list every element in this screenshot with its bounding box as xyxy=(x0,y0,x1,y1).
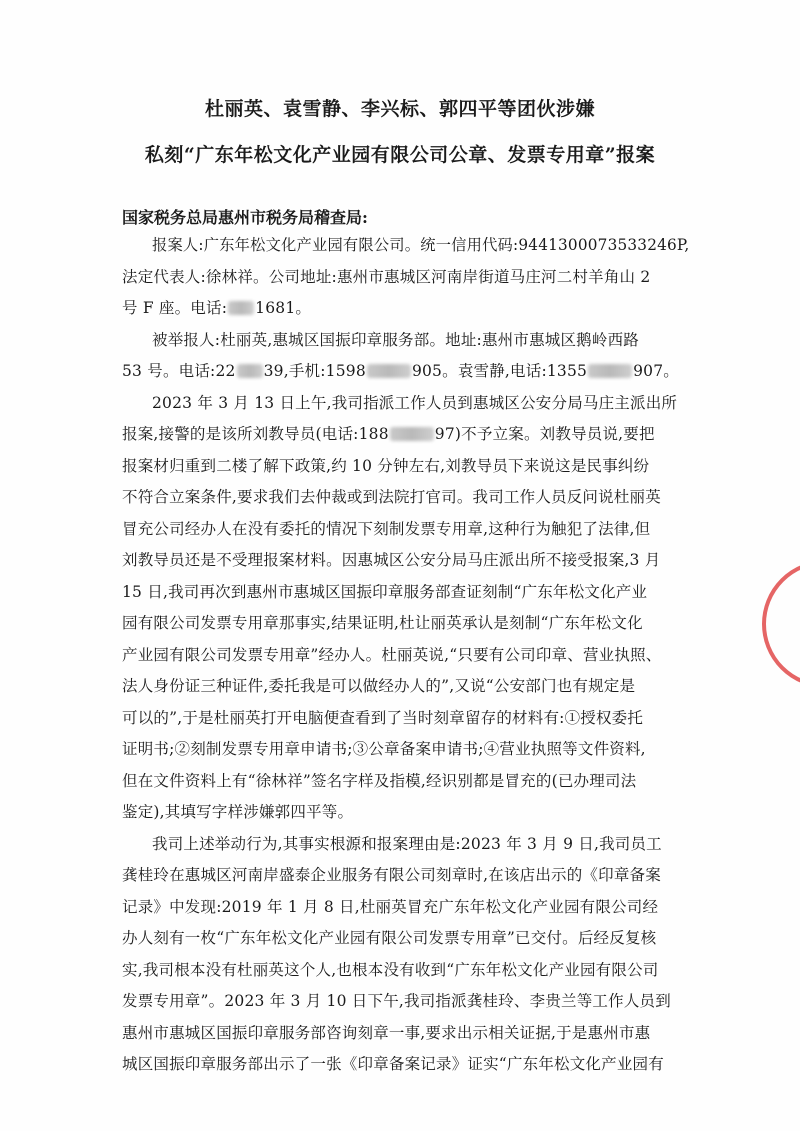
body-line xyxy=(122,739,646,759)
text-segment: 办人刻有一枚“广东年松文化产业园有限公司发票专用章”已交付。后经反复核 xyxy=(122,929,657,947)
text-segment: 被举报人:杜丽英,惠城区国振印章服务部。地址:惠州市惠城区鹅岭西路 xyxy=(152,331,639,349)
text-segment: 实,我司根本没有杜丽英这个人,也根本没有收到“广东年松文化产业园有限公司 xyxy=(122,961,659,979)
body-line xyxy=(122,708,643,728)
body-line xyxy=(122,582,647,602)
text-segment: 97)不予立案。刘教导员说,要把 xyxy=(434,425,655,443)
body-line xyxy=(122,960,658,980)
body-line xyxy=(122,865,661,885)
body-line xyxy=(152,834,662,854)
text-segment: 905。袁雪静,电话:1355 xyxy=(411,362,588,380)
body-line xyxy=(122,771,636,791)
body-line xyxy=(122,613,643,633)
text-segment: 法人身份证三种证件,委托我是可以做经办人的”,又说“公安部门也有规定是 xyxy=(122,677,636,695)
body-line xyxy=(122,676,635,696)
redacted-phone xyxy=(367,364,411,378)
redacted-phone xyxy=(237,364,263,378)
body-line xyxy=(152,235,689,255)
document-title-line-2: 私刻“广东年松文化产业园有限公司公章、发票专用章”报案 xyxy=(144,144,656,166)
text-segment: 记录》中发现:2019 年 1 月 8 日,杜丽英冒充广东年松文化产业园有限公司经 xyxy=(122,898,659,916)
body-line xyxy=(122,456,649,476)
text-segment: 15 日,我司再次到惠州市惠城区国振印章服务部查证刻制“广东年松文化产业 xyxy=(122,583,648,601)
body-line xyxy=(122,645,661,665)
body-line xyxy=(122,519,650,539)
body-line xyxy=(122,550,660,570)
body-line xyxy=(122,487,661,507)
text-segment: 不符合立案条件,要求我们去仲裁或到法院打官司。我司工作人员反问说杜丽英 xyxy=(122,488,661,506)
text-segment: 1681。 xyxy=(255,299,312,317)
text-segment: 鉴定),其填写字样涉嫌郭四平等。 xyxy=(122,803,354,821)
body-line xyxy=(122,424,655,444)
text-segment: 法定代表人:徐林祥。公司地址:惠州市惠城区河南岸街道马庄河二村羊角山 2 xyxy=(122,268,651,286)
text-segment: 可以的”,于是杜丽英打开电脑便查看到了当时刻章留存的材料有:①授权委托 xyxy=(122,709,644,727)
body-line xyxy=(122,361,679,381)
text-segment: 产业园有限公司发票专用章”经办人。杜丽英说,“只要有公司印章、营业执照、 xyxy=(122,646,662,664)
text-segment: 39,手机:1598 xyxy=(263,362,366,380)
text-segment: 园有限公司发票专用章那事实,结果证明,杜让丽英承认是刻制“广东年松文化 xyxy=(122,614,643,632)
body-line xyxy=(122,267,650,287)
body-line xyxy=(122,928,656,948)
text-segment: 2023 年 3 月 13 日上午,我司指派工作人员到惠城区公安分局马庄主派出所 xyxy=(152,394,678,412)
redacted-phone xyxy=(390,427,434,441)
addressee: 国家税务总局惠州市税务局稽查局: xyxy=(122,208,368,227)
text-segment: 报案材归重到二楼了解下政策,约 10 分钟左右,刘教导员下来说这是民事纠纷 xyxy=(122,457,650,475)
body-line xyxy=(122,1023,650,1043)
text-segment: 号 F 座。电话: xyxy=(122,299,228,317)
text-segment: 但在文件资料上有“徐林祥”签名字样及指模,经识别都是冒充的(已办理司法 xyxy=(122,772,637,790)
body-line xyxy=(122,802,353,822)
text-segment: 冒充公司经办人在没有委托的情况下刻制发票专用章,这种行为触犯了法律,但 xyxy=(122,520,651,538)
text-segment: 城区国振印章服务部出示了一张《印章备案记录》证实“广东年松文化产业园有 xyxy=(122,1055,664,1073)
company-seal-stamp xyxy=(762,560,800,688)
body-line xyxy=(152,330,639,350)
text-segment: 53 号。电话:22 xyxy=(122,362,236,380)
body-line xyxy=(152,393,677,413)
text-segment: 证明书;②刻制发票专用章申请书;③公章备案申请书;④营业执照等文件资料, xyxy=(122,740,646,758)
text-segment: 刘教导员还是不受理报案材料。因惠城区公安分局马庄派出所不接受报案,3 月 xyxy=(122,551,661,569)
text-segment: 907。 xyxy=(633,362,680,380)
text-segment: 我司上述举动行为,其事实根源和报案理由是:2023 年 3 月 9 日,我司员工 xyxy=(152,835,662,853)
redacted-phone xyxy=(228,301,254,315)
document-title-line-1: 杜丽英、袁雪静、李兴标、郭四平等团伙涉嫌 xyxy=(204,98,595,120)
text-segment: 报案人:广东年松文化产业园有限公司。统一信用代码:9441300073533246P, xyxy=(152,236,690,254)
body-line xyxy=(122,298,311,318)
text-segment: 发票专用章”。2023 年 3 月 10 日下午,我司指派龚桂玲、李贵兰等工作人员到 xyxy=(122,992,671,1010)
body-line xyxy=(122,991,671,1011)
body-line xyxy=(122,897,658,917)
text-segment: 龚桂玲在惠城区河南岸盛泰企业服务有限公司刻章时,在该店出示的《印章备案 xyxy=(122,866,661,884)
body-line xyxy=(122,1054,664,1074)
redacted-phone xyxy=(588,364,632,378)
text-segment: 报案,接警的是该所刘教导员(电话:188 xyxy=(122,425,389,443)
text-segment: 惠州市惠城区国振印章服务部咨询刻章一事,要求出示相关证据,于是惠州市惠 xyxy=(122,1024,651,1042)
